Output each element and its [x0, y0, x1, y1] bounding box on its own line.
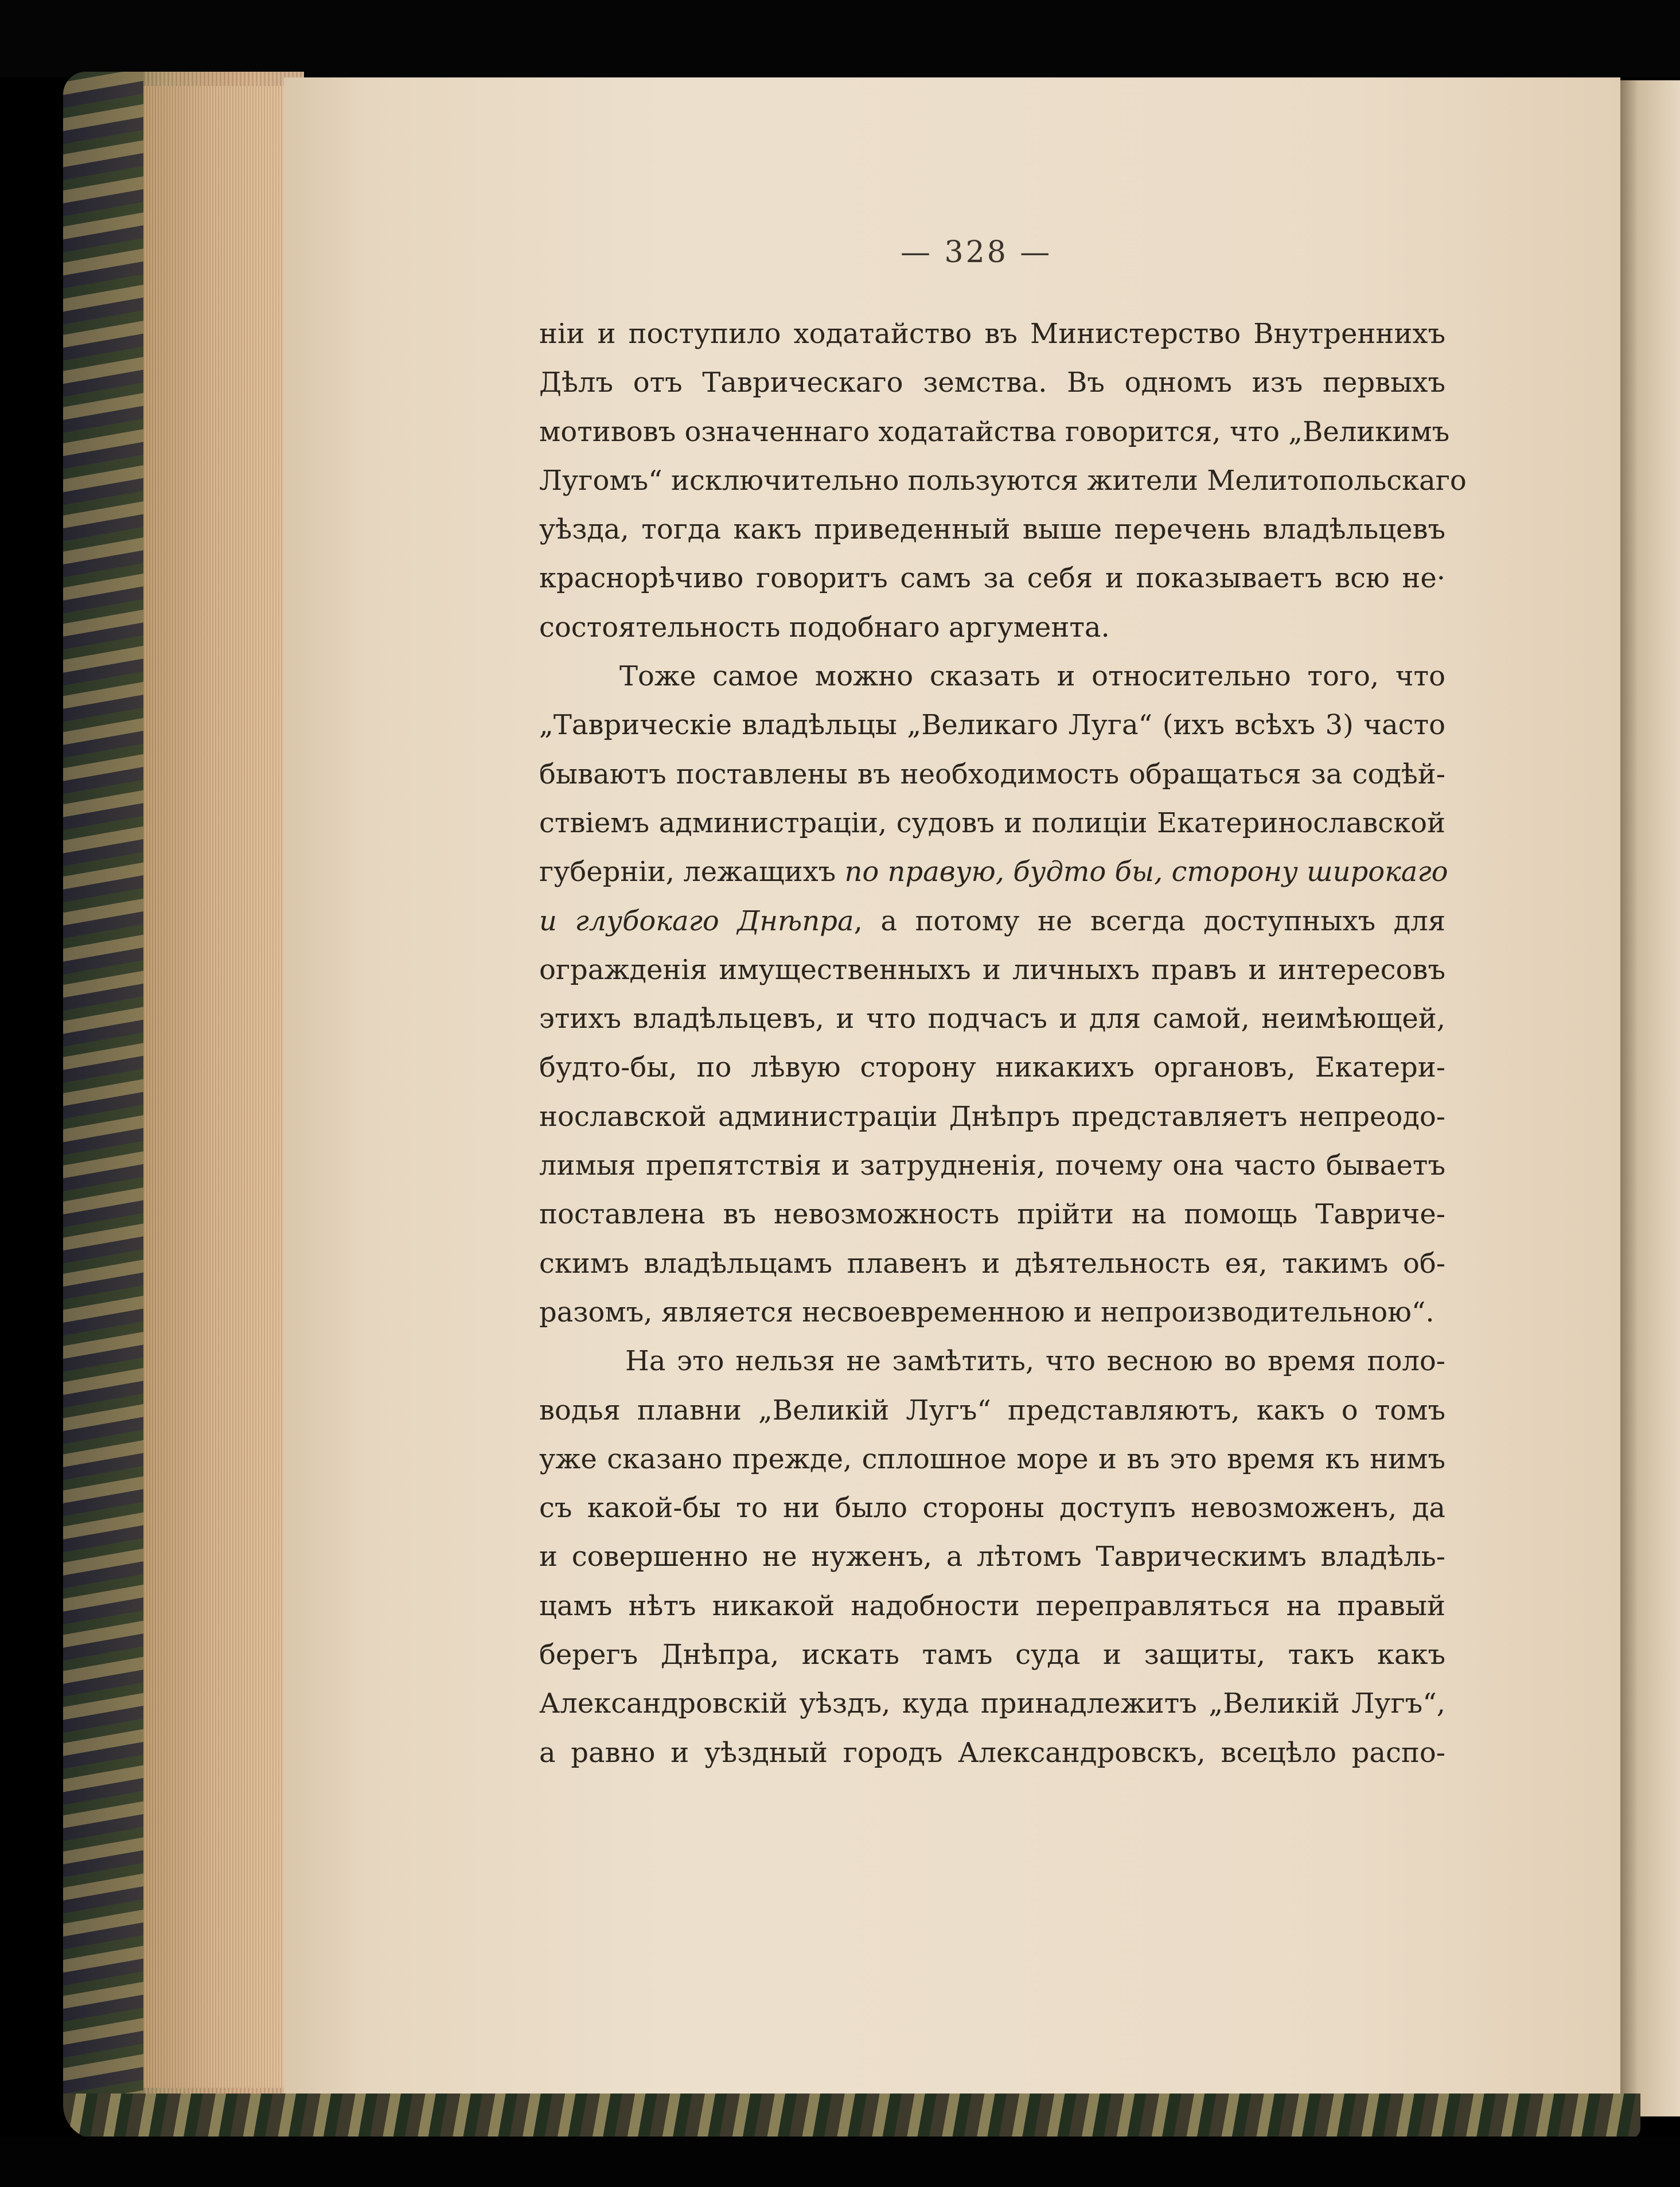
text-line: Лугомъ“ исключительно пользуются жители Мелитопольскаго: [539, 464, 1467, 497]
text-line: водья плавни „Великій Лугъ“ представляютъ, какъ о томъ: [539, 1394, 1445, 1426]
text-line: состоятельность подобнаго аргумента.: [539, 611, 1110, 644]
text-line: а равно и уѣздный городъ Александровскъ, всецѣло распо-: [539, 1736, 1445, 1769]
next-page-edge: [1620, 80, 1680, 2116]
text-line: ствіемъ администраціи, судовъ и полиціи Екатеринославской: [539, 806, 1445, 839]
text-line: Александровскій уѣздъ, куда принадлежитъ „Великій Лугъ“,: [539, 1687, 1445, 1720]
paragraph-start-line: На это нельзя не замѣтить, что весною во время поло-: [625, 1345, 1445, 1378]
text-line: мотивовъ означеннаго ходатайства говорится, что „Великимъ: [539, 415, 1450, 448]
italic-fragment: и глубокаго Днѣпра: [539, 905, 854, 937]
bottom-book-edge: [63, 2094, 1640, 2139]
text-line: поставлена въ невозможность прійти на помощь Тавриче-: [539, 1198, 1445, 1231]
text-line: уже сказано прежде, сплошное море и въ это время къ нимъ: [539, 1443, 1445, 1475]
italic-fragment: по правую, будто бы, сторону широкаго: [844, 856, 1448, 888]
page-number: — 328 —: [901, 235, 1053, 270]
text-line: огражденія имущественныхъ и личныхъ правъ и интересовъ: [539, 953, 1445, 986]
text-line: и совершенно не нуженъ, а лѣтомъ Таврическимъ владѣль-: [539, 1541, 1445, 1573]
text-line: ніи и поступило ходатайство въ Министерство Внутреннихъ: [539, 318, 1445, 350]
text-line: „Таврическіе владѣльцы „Великаго Луга“ (ихъ всѣхъ 3) часто: [539, 709, 1445, 742]
text-line: нославской администраціи Днѣпръ представляетъ непреодо-: [539, 1100, 1445, 1133]
marbled-cover: [63, 72, 143, 2114]
text-line: цамъ нѣтъ никакой надобности переправляться на правый: [539, 1589, 1445, 1622]
text-line-italic-fragment: губерніи, лежащихъ по правую, будто бы, сторону широкаго: [539, 856, 1448, 888]
text-line: уѣзда, тогда какъ приведенный выше перечень владѣльцевъ: [539, 513, 1445, 546]
body-text: [539, 310, 1467, 1777]
text-line: скимъ владѣльцамъ плавенъ и дѣятельность ея, такимъ об-: [539, 1247, 1445, 1280]
bottom-background: [0, 2137, 1680, 2187]
text-line: будто-бы, по лѣвую сторону никакихъ органовъ, Екатери-: [539, 1051, 1445, 1084]
text-line: краснорѣчиво говоритъ самъ за себя и показываетъ всю не·: [539, 562, 1445, 595]
text-line: съ какой-бы то ни было стороны доступъ невозможенъ, да: [539, 1492, 1445, 1525]
text-line: бываютъ поставлены въ необходимость обращаться за содѣй-: [539, 758, 1445, 790]
text-line: берегъ Днѣпра, искать тамъ суда и защиты, такъ какъ: [539, 1639, 1445, 1671]
text-line: этихъ владѣльцевъ, и что подчасъ и для самой, неимѣющей,: [539, 1003, 1445, 1035]
text-line: лимыя препятствія и затрудненія, почему она часто бываетъ: [539, 1149, 1445, 1182]
paragraph-start-line: Тоже самое можно сказать и относительно того, что: [619, 660, 1445, 693]
text-line-italic-fragment: и глубокаго Днѣпра, а потому не всегда доступныхъ для: [539, 905, 1445, 937]
top-background: [0, 0, 1680, 77]
page-edges: [143, 86, 284, 2088]
text-line: Дѣлъ отъ Таврическаго земства. Въ одномъ изъ первыхъ: [539, 367, 1445, 399]
text-line: разомъ, является несвоевременною и непроизводительною“.: [539, 1296, 1435, 1328]
